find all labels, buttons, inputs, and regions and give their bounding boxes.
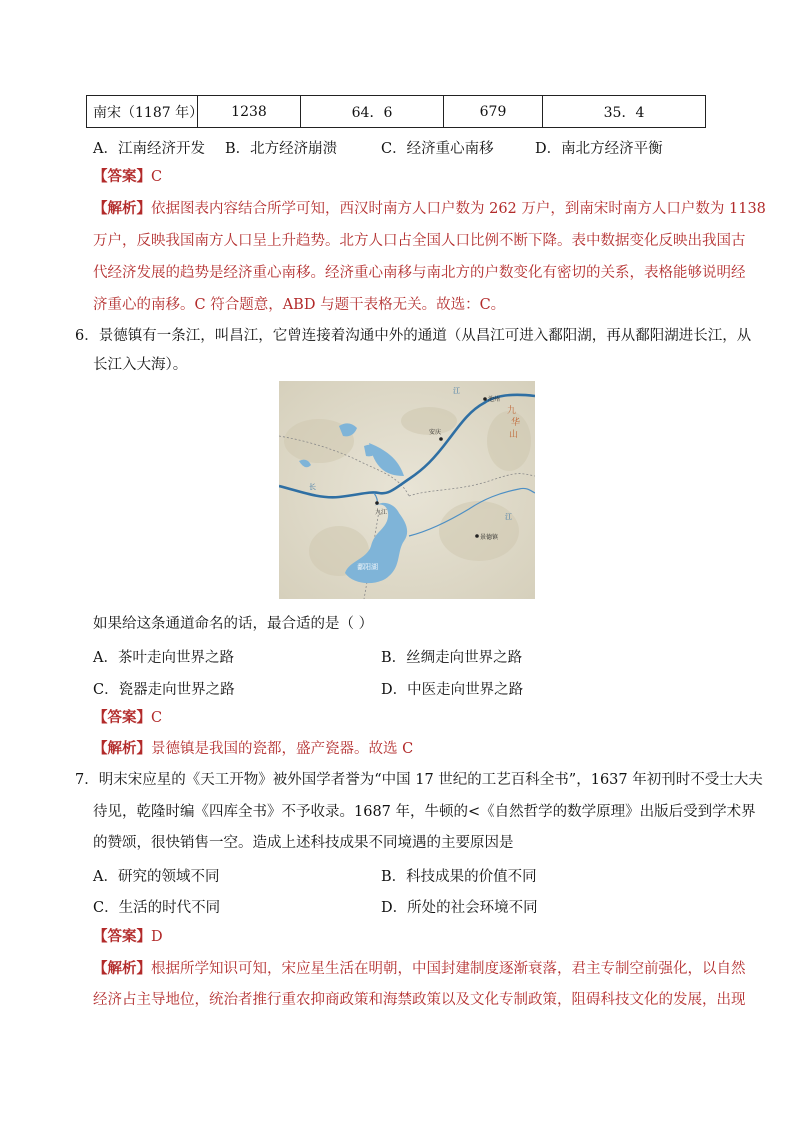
q7-option-a: A．研究的领域不同 <box>93 869 220 885</box>
q6-question: 如果给这条通道命名的话，最合适的是（ ） <box>93 616 374 632</box>
q7-option-d: D．所处的社会环境不同 <box>381 900 538 916</box>
table-cell: 64．6 <box>301 96 444 128</box>
answer-label: 【答案】 <box>93 709 151 726</box>
answer-value: C <box>151 169 163 185</box>
q5-option-c: C．经济重心南移 <box>381 141 494 157</box>
analysis-label: 【解析】 <box>93 960 151 977</box>
q6-option-c: C．瓷器走向世界之路 <box>93 682 235 698</box>
answer-label: 【答案】 <box>93 168 151 185</box>
q6-analysis: 【解析】景德镇是我国的瓷都，盛产瓷器。故选 C <box>93 740 414 757</box>
answer-value: D <box>151 929 163 945</box>
q5-option-d: D．南北方经济平衡 <box>535 141 663 157</box>
table-cell: 35．4 <box>543 96 706 128</box>
q6-option-a: A．茶叶走向世界之路 <box>93 650 234 666</box>
q5-analysis-line-4: 济重心的南移。C 符合题意，ABD 与题干表格无关。故选：C。 <box>93 297 506 313</box>
q7-stem-line-2: 待见，乾隆时编《四库全书》不予收录。1687 年，牛顿的<《自然哲学的数学原理》出版后受到学术界 <box>93 804 756 820</box>
q5-analysis-line-1: 【解析】依据图表内容结合所学可知，西汉时南方人口户数为 262 万户，到南宋时南方人口户数为 1138 <box>93 200 766 217</box>
q6-option-d: D．中医走向世界之路 <box>381 682 524 698</box>
map-label-jingdezhen: 景德镇 <box>480 535 499 541</box>
q6-stem-line-1: 6．景德镇有一条江，叫昌江，它曾连接着沟通中外的通道（从昌江可进入鄱阳湖，再从鄱阳湖进长江，从 <box>75 328 752 344</box>
q7-stem-line-1: 7．明末宋应星的《天工开物》被外国学者誉为“中国 17 世纪的工艺百科全书”，1637 年初刊时不受士大夫 <box>75 772 763 788</box>
q7-stem-line-3: 的赞颂，很快销售一空。造成上述科技成果不同境遇的主要原因是 <box>93 835 514 851</box>
map-label-jiujiang: 九江 <box>375 510 388 516</box>
q7-answer <box>93 927 163 947</box>
q5-option-b: B．北方经济崩溃 <box>225 141 338 157</box>
q5-answer <box>93 167 162 187</box>
table-cell: 1238 <box>198 96 301 128</box>
population-table <box>86 95 706 128</box>
map-label-poyang: 鄱阳湖 <box>357 564 378 571</box>
map-label-jiu: 九 <box>507 405 517 415</box>
q6-option-b: B．丝绸走向世界之路 <box>381 650 523 666</box>
map-label-chizhou: 池州 <box>488 397 501 403</box>
map-label-jiang1: 江 <box>453 388 460 395</box>
map-label-jiang2: 江 <box>505 514 512 521</box>
table-cell: 679 <box>444 96 543 128</box>
map-label-hua: 华 <box>511 417 521 427</box>
q7-analysis-line-1: 【解析】根据所学知识可知，宋应星生活在明朝，中国封建制度逐渐衰落，君主专制空前强化，以自然 <box>93 960 746 977</box>
q5-option-a: A．江南经济开发 <box>93 141 205 157</box>
map-label-chang: 长 <box>309 484 316 491</box>
map-label-shan: 山 <box>509 429 519 439</box>
analysis-label: 【解析】 <box>93 200 151 217</box>
q6-stem-line-2: 长江入大海）。 <box>93 357 188 373</box>
table-row <box>87 96 706 128</box>
table-cell-label: 南宋（1187 年） <box>87 96 198 128</box>
q5-analysis-line-2: 万户，反映我国南方人口呈上升趋势。北方人口占全国人口比例不断下降。表中数据变化反映出我国古 <box>93 233 746 249</box>
q7-option-b: B．科技成果的价值不同 <box>381 869 537 885</box>
map-label-anqing: 安庆 <box>429 430 442 436</box>
analysis-label: 【解析】 <box>93 740 151 757</box>
answer-value: C <box>151 710 163 726</box>
q7-option-c: C．生活的时代不同 <box>93 900 221 916</box>
map-image <box>279 381 535 599</box>
answer-label: 【答案】 <box>93 928 151 945</box>
q7-analysis-line-2: 经济占主导地位，统治者推行重农抑商政策和海禁政策以及文化专制政策，阻碍科技文化的发展，出现 <box>93 992 746 1008</box>
q5-analysis-line-3: 代经济发展的趋势是经济重心南移。经济重心南移与南北方的户数变化有密切的关系，表格能够说明经 <box>93 265 746 281</box>
q6-answer <box>93 708 162 728</box>
map-svg <box>279 381 535 599</box>
